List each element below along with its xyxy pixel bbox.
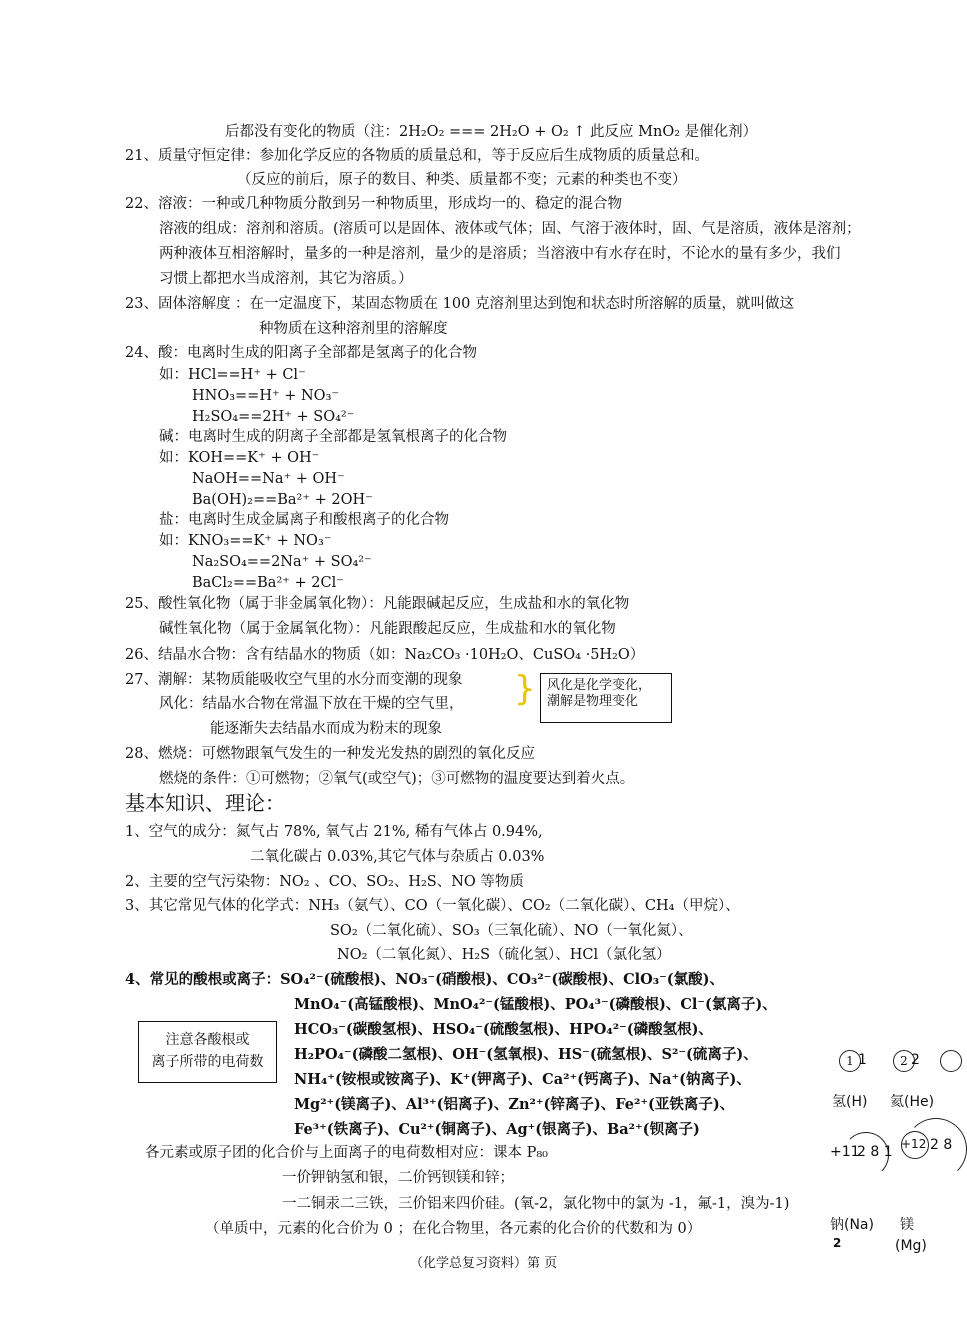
text-line: 种物质在这种溶剂里的溶解度 bbox=[259, 321, 448, 337]
next-nucleus-circle bbox=[940, 1050, 962, 1072]
text-line: 22、溶液：一种或几种物质分散到另一种物质里，形成均一的、稳定的混合物 bbox=[125, 196, 622, 212]
text-line: NH₄⁺(铵根或铵离子)、K⁺(钾离子)、Ca²⁺(钙离子)、Na⁺(钠离子)、 bbox=[294, 1071, 751, 1088]
text-line: 燃烧的条件：①可燃物；②氧气(或空气)；③可燃物的温度要达到着火点。 bbox=[159, 771, 635, 787]
text-line: （反应的前后，原子的数目、种类、质量都不变；元素的种类也不变） bbox=[237, 172, 687, 188]
weathering-note-box bbox=[540, 673, 672, 723]
text-line: Mg²⁺(镁离子)、Al³⁺(铝离子)、Zn²⁺(锌离子)、Fe²⁺(亚铁离子)、 bbox=[294, 1096, 735, 1113]
text-line: 习惯上都把水当成溶剂，其它为溶质。） bbox=[159, 271, 413, 287]
text-line: MnO₄⁻(高锰酸根)、MnO₄²⁻(锰酸根)、PO₄³⁻(磷酸根)、Cl⁻(氯离子)、 bbox=[294, 996, 777, 1013]
he-label: 氦(He) bbox=[890, 1094, 935, 1110]
text-line: 一二铜汞二三铁，三价铝来四价硅。(氧-2，氯化物中的氯为 -1，氟-1，溴为-1) bbox=[282, 1196, 790, 1212]
text-line: Ba(OH)₂==Ba²⁺ + 2OH⁻ bbox=[192, 492, 373, 508]
h-label: 氢(H) bbox=[832, 1094, 868, 1110]
weathering-note-line: 风化是化学变化， bbox=[547, 678, 652, 693]
text-line: Na₂SO₄==2Na⁺ + SO₄²⁻ bbox=[192, 554, 372, 570]
mg-label-symbol: (Mg) bbox=[895, 1238, 927, 1254]
text-line: 盐：电离时生成金属离子和酸根离子的化合物 bbox=[159, 512, 449, 528]
text-line: 两种液体互相溶解时，量多的一种是溶剂，量少的是溶质；当溶液中有水存在时，不论水的量有多少，我们 bbox=[159, 246, 841, 262]
mg-nucleus: +12 bbox=[901, 1137, 927, 1151]
mg-shell-electrons: 2 8 bbox=[930, 1137, 953, 1153]
text-line: HNO₃==H⁺ + NO₃⁻ bbox=[192, 388, 340, 404]
text-line: 一价钾钠氢和银，二价钙钡镁和锌； bbox=[282, 1170, 514, 1186]
text-line: 各元素或原子团的化合价与上面离子的电荷数相对应：课本 P₈₀ bbox=[145, 1145, 548, 1161]
text-line: 如：HCl==H⁺ + Cl⁻ bbox=[159, 367, 306, 383]
charge-note-line: 注意各酸根或 bbox=[165, 1032, 250, 1048]
he-nucleus-circle: 2 bbox=[893, 1050, 915, 1072]
h-nucleus-circle: 1 bbox=[839, 1050, 861, 1072]
na-shell-electrons: 2 8 1 bbox=[857, 1144, 893, 1160]
text-line: 25、酸性氧化物（属于非金属氧化物）：凡能跟碱起反应，生成盐和水的氧化物 bbox=[125, 596, 630, 612]
text-line: 26、结晶水合物：含有结晶水的物质（如：Na₂CO₃ ·10H₂O、CuSO₄ ·5H₂O） bbox=[125, 647, 645, 663]
text-line: 21、质量守恒定律：参加化学反应的各物质的质量总和，等于反应后生成物质的质量总和。 bbox=[125, 148, 709, 164]
na-note: 2 bbox=[833, 1236, 842, 1250]
na-nucleus: +11 bbox=[830, 1144, 860, 1160]
text-line: 后都没有变化的物质（注：2H₂O₂ === 2H₂O + O₂ ↑ 此反应 MnO₂ 是催化剂） bbox=[225, 124, 758, 140]
text-line: Fe³⁺(铁离子)、Cu²⁺(铜离子)、Ag⁺(银离子)、Ba²⁺(钡离子) bbox=[294, 1121, 700, 1138]
text-line: 24、酸：电离时生成的阳离子全部都是氢离子的化合物 bbox=[125, 345, 477, 361]
text-line: 4、常见的酸根或离子：SO₄²⁻(硫酸根)、NO₃⁻(硝酸根)、CO₃²⁻(碳酸根)、ClO₃⁻(氯酸)、 bbox=[125, 971, 725, 988]
text-line: 23、固体溶解度 ：在一定温度下，某固态物质在 100 克溶剂里达到饱和状态时所溶解的质量，就叫做这 bbox=[125, 296, 794, 312]
text-line: 2、主要的空气污染物：NO₂ 、CO、SO₂、H₂S、NO 等物质 bbox=[125, 874, 524, 890]
text-line: NaOH==Na⁺ + OH⁻ bbox=[192, 471, 345, 487]
section-heading: 基本知识、理论： bbox=[125, 791, 285, 815]
he-shell-electrons: 2 bbox=[911, 1052, 920, 1068]
brace-icon: } bbox=[514, 669, 536, 709]
h-shell-electrons: 1 bbox=[858, 1052, 867, 1068]
mg-label: 镁 bbox=[900, 1217, 914, 1233]
text-line: 溶液的组成：溶剂和溶质。(溶质可以是固体、液体或气体；固、气溶于液体时，固、气是溶质，液体是溶剂； bbox=[159, 221, 861, 237]
text-line: 3、其它常见气体的化学式：NH₃（氨气）、CO（一氧化碳）、CO₂（二氧化碳）、CH₄（甲烷）、 bbox=[125, 898, 740, 914]
weathering-note-line: 潮解是物理变化 bbox=[547, 694, 639, 709]
text-line: 27、潮解：某物质能吸收空气里的水分而变潮的现象 bbox=[125, 672, 463, 688]
text-line: NO₂（二氧化氮）、H₂S（硫化氢）、HCl（氯化氢） bbox=[337, 947, 671, 963]
text-line: 如：KOH==K⁺ + OH⁻ bbox=[159, 450, 320, 466]
text-line: HCO₃⁻(碳酸氢根)、HSO₄⁻(硫酸氢根)、HPO₄²⁻(磷酸氢根)、 bbox=[294, 1021, 713, 1038]
text-line: 1、空气的成分：氮气占 78%, 氧气占 21%, 稀有气体占 0.94%, bbox=[125, 824, 543, 840]
text-line: （单质中，元素的化合价为 0 ；在化合物里，各元素的化合价的代数和为 0） bbox=[205, 1221, 702, 1237]
text-line: 能逐渐失去结晶水而成为粉末的现象 bbox=[210, 721, 442, 737]
text-line: 碱性氧化物（属于金属氧化物）：凡能跟酸起反应，生成盐和水的氧化物 bbox=[159, 621, 616, 637]
text-line: 28、燃烧：可燃物跟氧气发生的一种发光发热的剧烈的氧化反应 bbox=[125, 746, 535, 762]
text-line: SO₂（二氧化硫）、SO₃（三氧化硫）、NO（一氧化氮）、 bbox=[330, 923, 693, 939]
text-line: H₂PO₄⁻(磷酸二氢根)、OH⁻(氢氧根)、HS⁻(硫氢根)、S²⁻(硫离子)、 bbox=[294, 1046, 758, 1063]
na-label: 钠(Na) bbox=[830, 1217, 874, 1233]
mg-shell-arc bbox=[905, 1118, 967, 1180]
page-footer: （化学总复习资料）第 页 bbox=[410, 1256, 558, 1271]
text-line: 碱：电离时生成的阴离子全部都是氢氧根离子的化合物 bbox=[159, 429, 507, 445]
text-line: BaCl₂==Ba²⁺ + 2Cl⁻ bbox=[192, 575, 344, 591]
charge-note-box bbox=[138, 1021, 277, 1083]
text-line: H₂SO₄==2H⁺ + SO₄²⁻ bbox=[192, 409, 355, 425]
text-line: 风化：结晶水合物在常温下放在干燥的空气里， bbox=[159, 696, 464, 712]
text-line: 二氧化碳占 0.03%,其它气体与杂质占 0.03% bbox=[250, 849, 545, 865]
charge-note-line: 离子所带的电荷数 bbox=[151, 1054, 264, 1070]
text-line: 如：KNO₃==K⁺ + NO₃⁻ bbox=[159, 533, 332, 549]
